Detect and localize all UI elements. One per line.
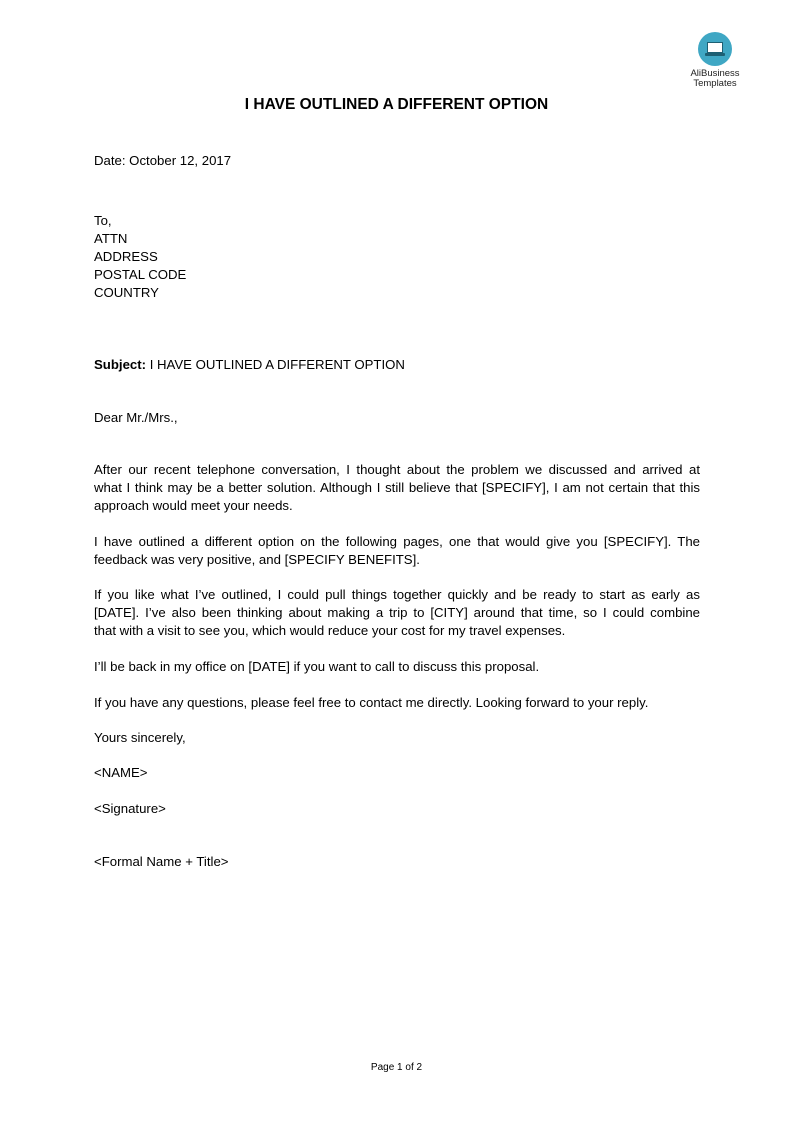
paragraph-2 <box>94 533 700 569</box>
company-logo <box>680 32 750 89</box>
closing: Yours sincerely, <box>94 730 186 745</box>
subject-label: Subject: <box>94 357 147 372</box>
address-to: To, <box>94 213 112 228</box>
paragraph-5: If you have any questions, please feel free to contact me directly. Looking forward to your reply. <box>94 695 649 710</box>
page-number: Page 1 of 2 <box>370 1062 423 1073</box>
logo-text <box>680 69 750 89</box>
subject-line <box>94 356 405 374</box>
paragraph-1 <box>94 461 700 515</box>
sender-name: <NAME> <box>94 765 148 780</box>
address-country: COUNTRY <box>94 285 159 300</box>
paragraph-1-line-3: approach would meet your needs. <box>94 498 293 513</box>
paragraph-2-line-1: I have outlined a different option on the following pages, one that would give you [SPECIFY]. The <box>94 534 700 549</box>
formal-name-title: <Formal Name + Title> <box>94 854 229 869</box>
paragraph-3-line-2: [DATE]. I’ve also been thinking about making a trip to [CITY] around that time, so I could combine <box>94 605 700 620</box>
recipient-address <box>94 212 186 302</box>
salutation: Dear Mr./Mrs., <box>94 410 178 425</box>
subject-text: I HAVE OUTLINED A DIFFERENT OPTION <box>146 357 405 372</box>
logo-line-1: AliBusiness <box>690 68 740 79</box>
date-line: Date: October 12, 2017 <box>94 153 232 168</box>
address-postal: POSTAL CODE <box>94 267 187 282</box>
logo-line-2: Templates <box>693 78 737 89</box>
paragraph-4: I’ll be back in my office on [DATE] if you want to call to discuss this proposal. <box>94 659 540 674</box>
paragraph-3-line-1: If you like what I’ve outlined, I could pull things together quickly and be ready to start as early as <box>94 587 700 602</box>
document-title: I HAVE OUTLINED A DIFFERENT OPTION <box>244 96 549 113</box>
paragraph-1-line-2: what I think may be a better solution. Although I still believe that [SPECIFY], I am not certain that this <box>94 480 700 495</box>
laptop-icon <box>698 32 732 66</box>
signature-placeholder: <Signature> <box>94 801 166 816</box>
paragraph-3-line-3: that with a visit to see you, which would reduce your cost for my travel expenses. <box>94 623 566 638</box>
paragraph-1-line-1: After our recent telephone conversation, I thought about the problem we discussed and arrived at <box>94 462 700 477</box>
address-street: ADDRESS <box>94 249 158 264</box>
paragraph-3 <box>94 586 700 640</box>
address-attn: ATTN <box>94 231 128 246</box>
paragraph-2-line-2: feedback was very positive, and [SPECIFY BENEFITS]. <box>94 552 420 567</box>
